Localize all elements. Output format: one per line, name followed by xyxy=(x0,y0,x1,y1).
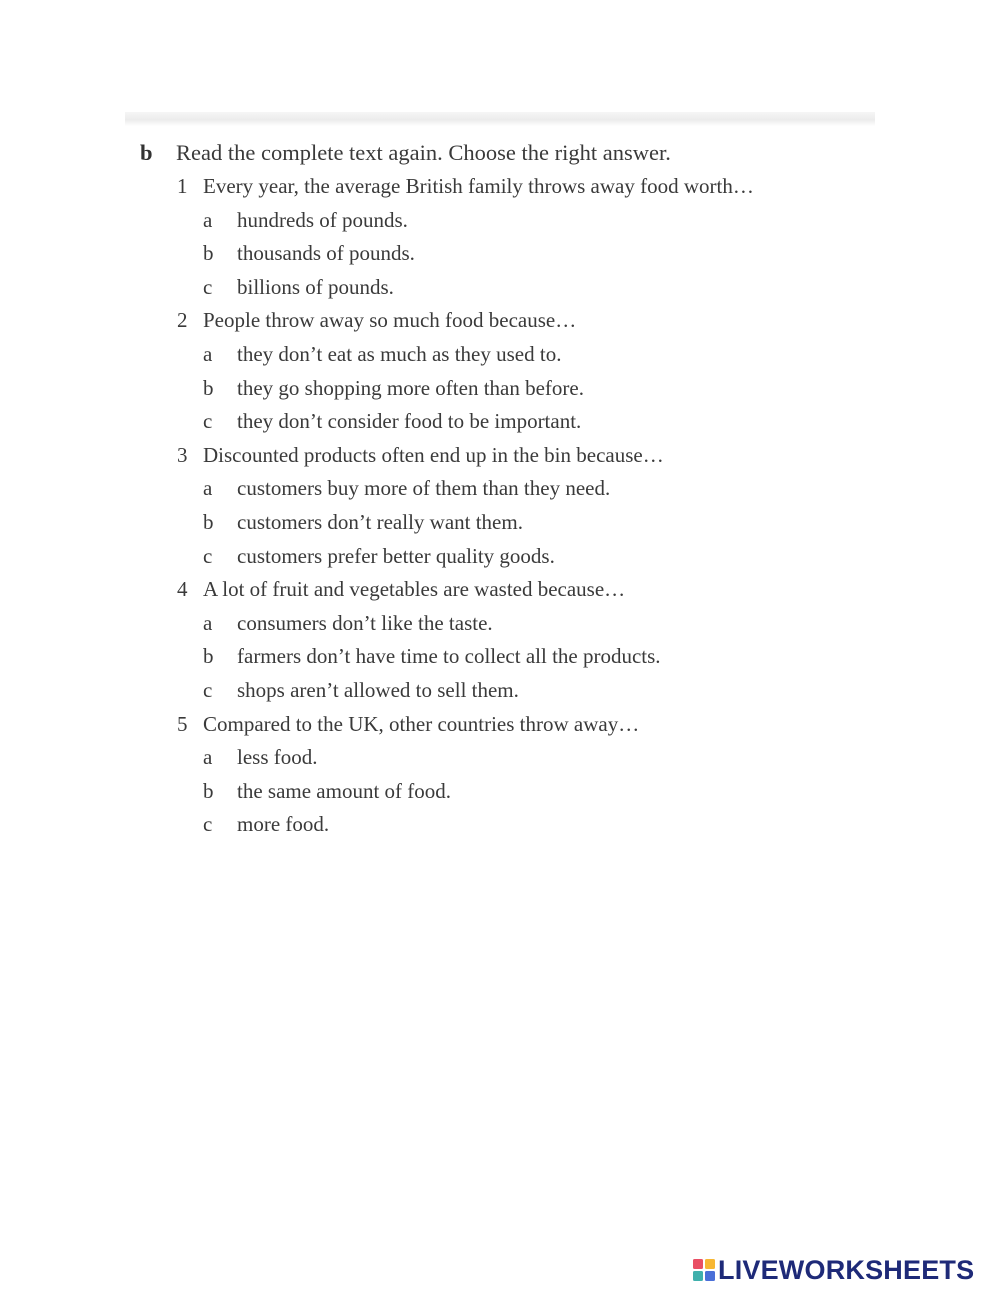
option-letter: c xyxy=(203,274,213,299)
question-list xyxy=(140,170,880,842)
option-text: more food. xyxy=(237,812,330,837)
option-text: billions of pounds. xyxy=(237,274,394,299)
question-text: Discounted products often end up in the bin because… xyxy=(203,442,664,467)
option-text: they don’t consider food to be important. xyxy=(237,409,582,434)
option-3c[interactable] xyxy=(140,540,880,574)
instruction-row xyxy=(140,136,880,170)
option-text: customers prefer better quality goods. xyxy=(237,543,555,568)
option-text: customers buy more of them than they need. xyxy=(237,476,611,501)
option-letter: a xyxy=(203,476,213,501)
option-text: less food. xyxy=(237,745,318,770)
option-letter: b xyxy=(203,241,214,266)
question-number: 2 xyxy=(177,308,188,333)
option-5b[interactable] xyxy=(140,775,880,809)
option-text: they don’t eat as much as they used to. xyxy=(237,341,562,366)
question-number: 4 xyxy=(177,577,188,602)
question-3 xyxy=(140,439,880,473)
option-letter: a xyxy=(203,207,213,232)
liveworksheets-logo-icon xyxy=(693,1259,715,1281)
option-2a[interactable] xyxy=(140,338,880,372)
option-letter: c xyxy=(203,677,213,702)
question-text: People throw away so much food because… xyxy=(203,308,577,333)
option-1b[interactable] xyxy=(140,237,880,271)
option-5c[interactable] xyxy=(140,808,880,842)
option-letter: b xyxy=(203,644,214,669)
option-letter: c xyxy=(203,409,213,434)
question-text: Compared to the UK, other countries throw away… xyxy=(203,711,640,736)
option-letter: b xyxy=(203,375,214,400)
question-number: 5 xyxy=(177,711,188,736)
question-text: Every year, the average British family throws away food worth… xyxy=(203,174,754,198)
brand-name: LIVEWORKSHEETS xyxy=(718,1255,975,1285)
option-4c[interactable] xyxy=(140,674,880,708)
option-letter: b xyxy=(203,509,214,534)
option-text: consumers don’t like the taste. xyxy=(237,610,493,635)
option-text: they go shopping more often than before. xyxy=(237,375,584,400)
option-4a[interactable] xyxy=(140,607,880,641)
option-text: the same amount of food. xyxy=(237,778,452,803)
option-text: hundreds of pounds. xyxy=(237,207,408,232)
option-2c[interactable] xyxy=(140,405,880,439)
option-3a[interactable] xyxy=(140,472,880,506)
option-letter: c xyxy=(203,812,213,837)
question-number: 3 xyxy=(177,442,188,467)
question-4 xyxy=(140,573,880,607)
option-text: thousands of pounds. xyxy=(237,241,415,266)
question-1 xyxy=(140,170,880,204)
question-5 xyxy=(140,708,880,742)
option-4b[interactable] xyxy=(140,640,880,674)
question-number: 1 xyxy=(177,174,188,198)
question-text: A lot of fruit and vegetables are wasted because… xyxy=(203,577,626,602)
question-2 xyxy=(140,304,880,338)
option-letter: a xyxy=(203,610,213,635)
option-letter: b xyxy=(203,778,214,803)
option-letter: a xyxy=(203,341,213,366)
exercise-letter: b xyxy=(140,140,153,165)
option-1c[interactable] xyxy=(140,271,880,305)
option-text: shops aren’t allowed to sell them. xyxy=(237,677,519,702)
page-top-shadow xyxy=(125,112,875,126)
option-3b[interactable] xyxy=(140,506,880,540)
option-letter: a xyxy=(203,745,213,770)
liveworksheets-brand xyxy=(693,1254,974,1286)
option-2b[interactable] xyxy=(140,372,880,406)
option-text: farmers don’t have time to collect all the products. xyxy=(237,644,661,669)
option-text: customers don’t really want them. xyxy=(237,509,523,534)
exercise-b xyxy=(140,136,880,842)
instruction-text: Read the complete text again. Choose the right answer. xyxy=(176,140,671,165)
option-5a[interactable] xyxy=(140,741,880,775)
option-letter: c xyxy=(203,543,213,568)
option-1a[interactable] xyxy=(140,204,880,238)
